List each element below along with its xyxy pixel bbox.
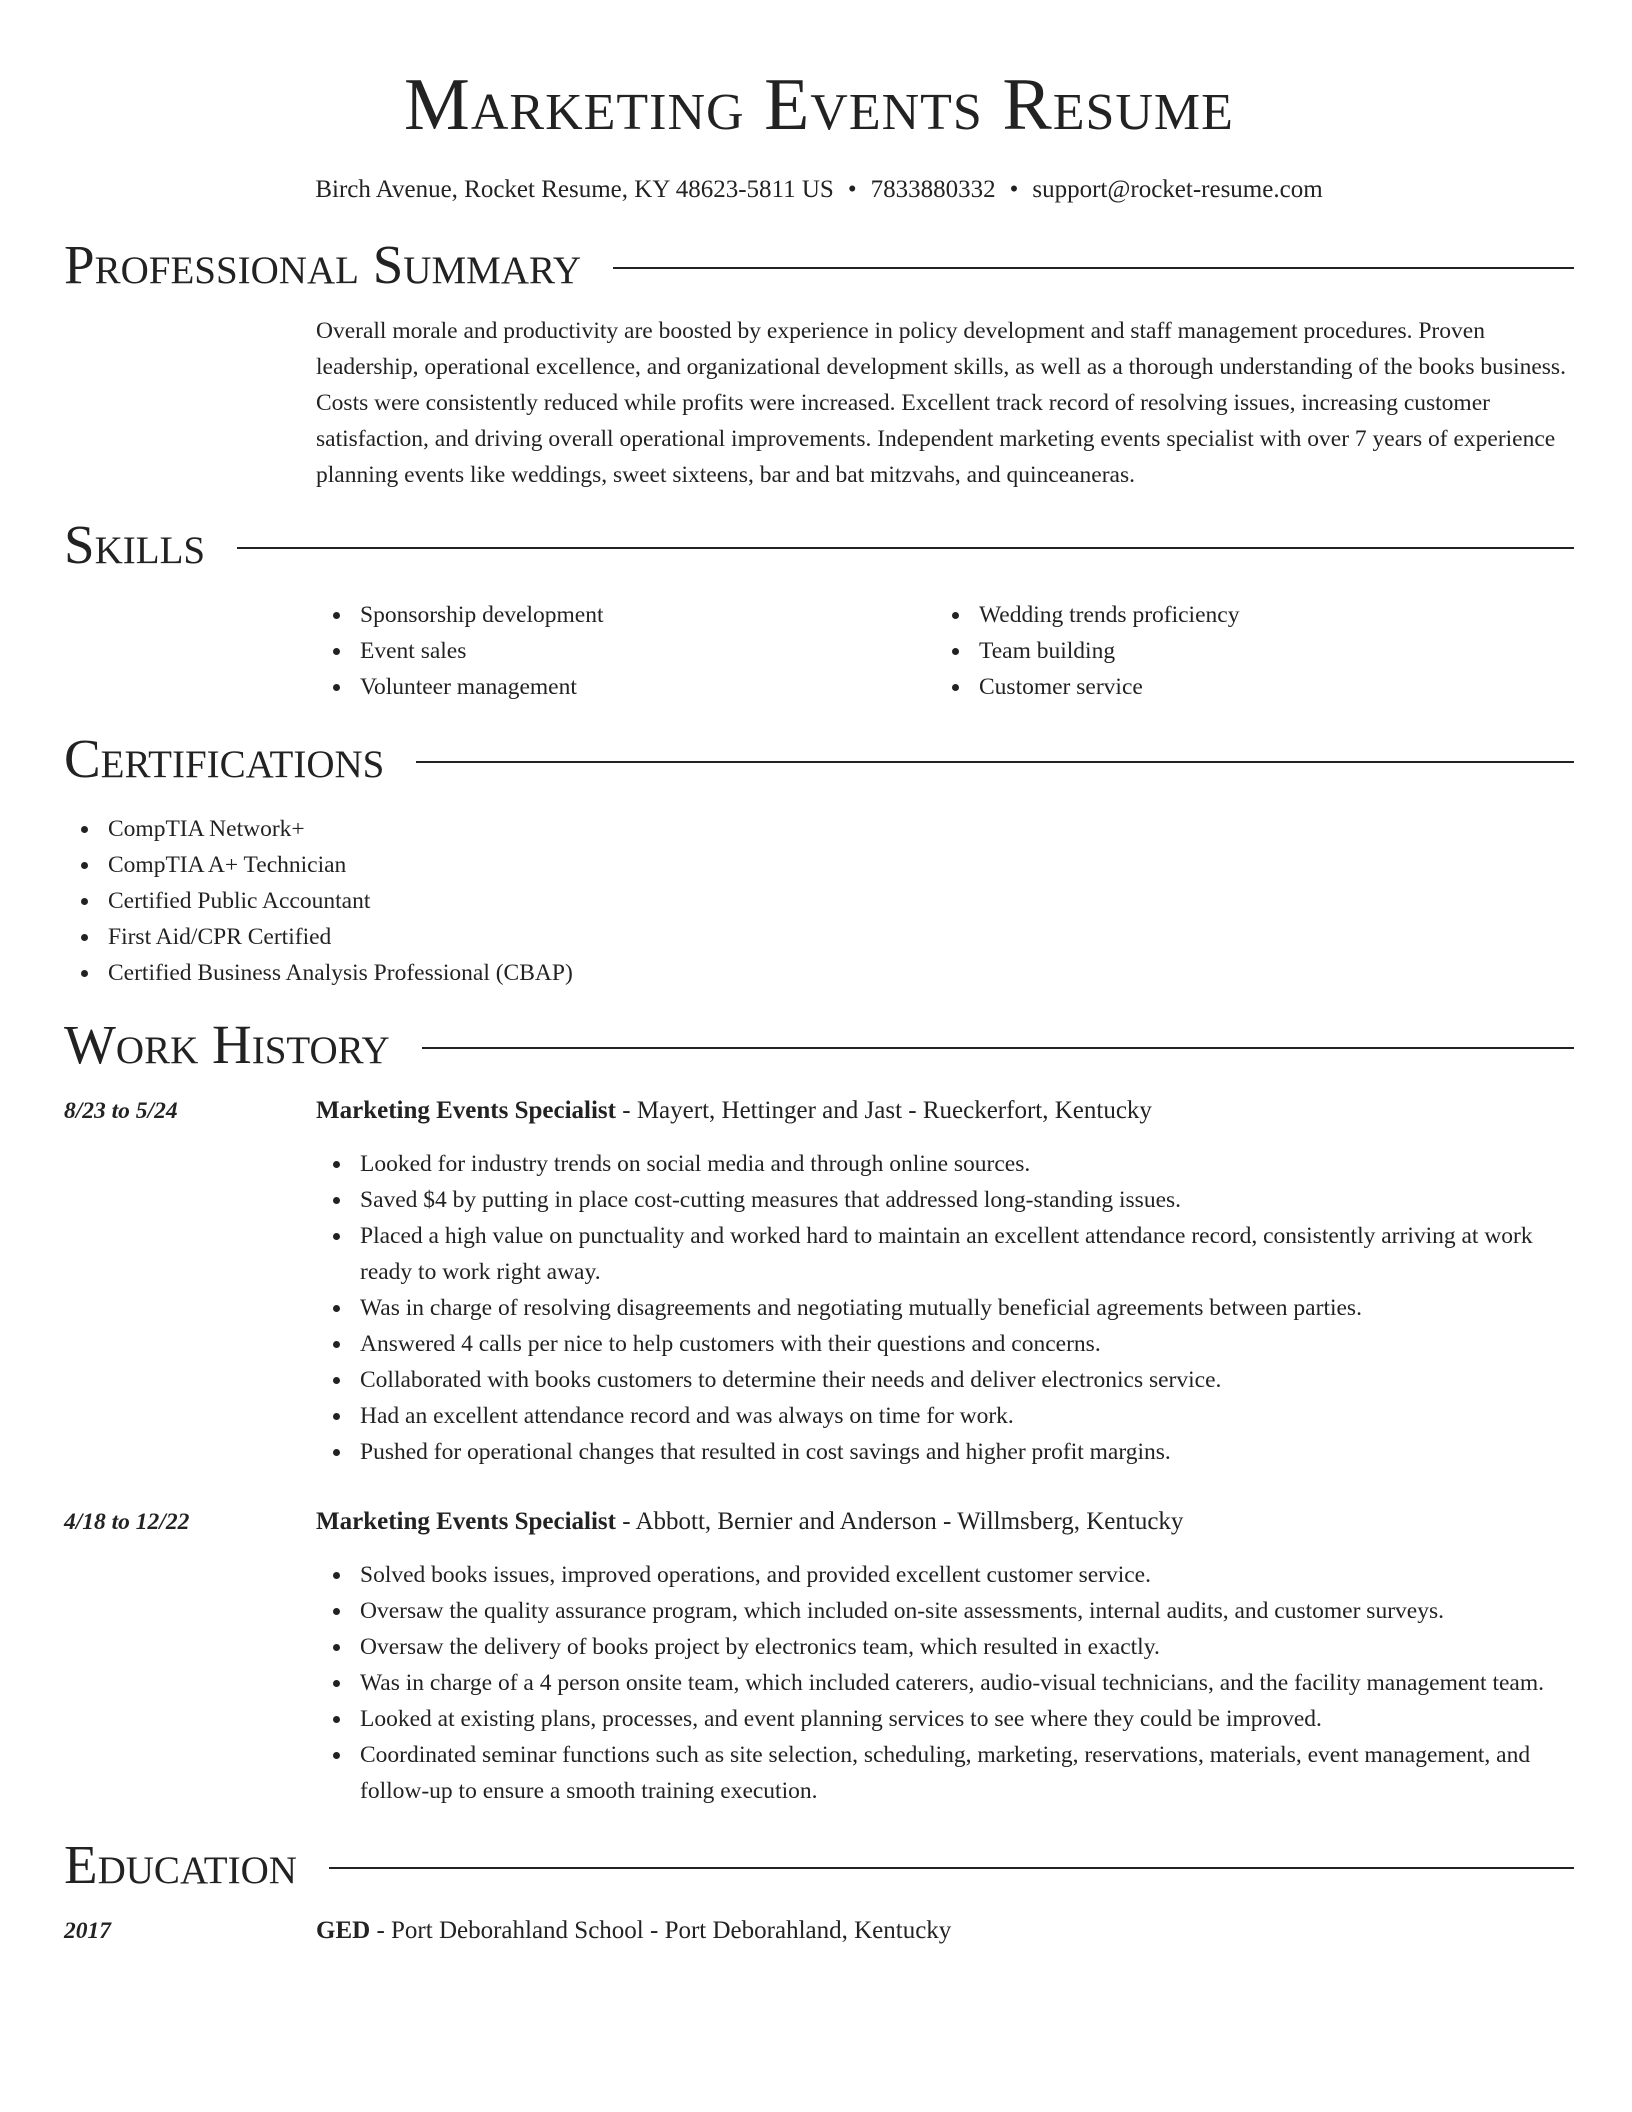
summary-section-header: [64, 233, 1574, 297]
skills-section-header: [64, 513, 1574, 577]
job-role: Marketing Events Specialist: [316, 1508, 616, 1535]
summary-heading: Professional Summary: [64, 234, 582, 295]
job-body: [316, 1504, 1574, 1809]
job-bullet: Oversaw the delivery of books project by electronics team, which resulted in exactly.: [316, 1629, 1574, 1665]
job-bullet: Looked for industry trends on social media and through online sources.: [316, 1146, 1574, 1182]
job-bullet: Oversaw the quality assurance program, which included on-site assessments, internal audits, and customer surveys.: [316, 1593, 1574, 1629]
job-bullet: Coordinated seminar functions such as site selection, scheduling, marketing, reservations, materials, event management, and follow-up to ensure a smooth training execution.: [316, 1737, 1574, 1809]
job-bullet: Had an excellent attendance record and was always on time for work.: [316, 1398, 1574, 1434]
contact-line: [64, 174, 1574, 206]
contact-email: support@rocket-resume.com: [1032, 176, 1323, 203]
job-bullet: Saved $4 by putting in place cost-cutting measures that addressed long-standing issues.: [316, 1182, 1574, 1218]
certification-item: CompTIA Network+: [64, 811, 1574, 847]
job-bullets: [316, 1557, 1574, 1809]
certifications-section-header: [64, 727, 1574, 791]
job-entry: [64, 1504, 1574, 1809]
skills-column-left: [316, 597, 935, 705]
education-section-header: [64, 1833, 1574, 1897]
job-bullet: Pushed for operational changes that resulted in cost savings and higher profit margins.: [316, 1434, 1574, 1470]
education-line: [316, 1913, 1574, 1949]
contact-address: Birch Avenue, Rocket Resume, KY 48623-5811 US: [315, 176, 834, 203]
section-divider: [237, 547, 1574, 549]
section-divider: [416, 761, 1574, 763]
job-title-line: [316, 1504, 1574, 1540]
job-bullet: Was in charge of resolving disagreements and negotiating mutually beneficial agreements between parties.: [316, 1290, 1574, 1326]
skill-item: Team building: [935, 633, 1554, 669]
job-employer: - Abbott, Bernier and Anderson - Willmsberg, Kentucky: [616, 1508, 1184, 1535]
section-divider: [613, 267, 1574, 269]
contact-phone: 7833880332: [870, 176, 996, 203]
certification-item: Certified Public Accountant: [64, 883, 1574, 919]
education-heading: Education: [64, 1834, 297, 1895]
certifications-heading: Certifications: [64, 728, 385, 789]
job-bullet: Was in charge of a 4 person onsite team, which included caterers, audio-visual technicians, and the facility management team.: [316, 1665, 1574, 1701]
job-bullet: Looked at existing plans, processes, and event planning services to see where they could be improved.: [316, 1701, 1574, 1737]
skill-item: Volunteer management: [316, 669, 935, 705]
job-dates: 8/23 to 5/24: [64, 1098, 178, 1124]
section-divider: [422, 1047, 1574, 1049]
skills-heading: Skills: [64, 514, 206, 575]
education-degree: GED: [316, 1917, 371, 1944]
job-role: Marketing Events Specialist: [316, 1097, 616, 1124]
job-dates: 4/18 to 12/22: [64, 1509, 190, 1535]
job-employer: - Mayert, Hettinger and Jast - Rueckerfort, Kentucky: [616, 1097, 1152, 1124]
skills-column-right: [935, 597, 1554, 705]
job-entry: [64, 1093, 1574, 1470]
education-school: - Port Deborahland School - Port Deborahland, Kentucky: [370, 1917, 952, 1944]
resume-page: [64, 0, 1574, 1949]
work-section-header: [64, 1013, 1574, 1077]
work-heading: Work History: [64, 1014, 390, 1075]
certification-item: Certified Business Analysis Professional (CBAP): [64, 955, 1574, 991]
job-bullet: Solved books issues, improved operations, and provided excellent customer service.: [316, 1557, 1574, 1593]
skill-item: Customer service: [935, 669, 1554, 705]
certification-item: CompTIA A+ Technician: [64, 847, 1574, 883]
certification-item: First Aid/CPR Certified: [64, 919, 1574, 955]
education-entry: [64, 1913, 1574, 1949]
resume-title: Marketing Events Resume: [404, 64, 1234, 146]
skill-item: Sponsorship development: [316, 597, 935, 633]
skill-item: Event sales: [316, 633, 935, 669]
education-year: 2017: [64, 1918, 111, 1944]
skills-list: [316, 597, 1574, 705]
contact-separator: •: [847, 176, 857, 203]
job-bullet: Collaborated with books customers to determine their needs and deliver electronics service.: [316, 1362, 1574, 1398]
job-bullets: [316, 1146, 1574, 1470]
contact-separator: •: [1009, 176, 1019, 203]
job-title-line: [316, 1093, 1574, 1129]
skill-item: Wedding trends proficiency: [935, 597, 1554, 633]
section-divider: [329, 1867, 1574, 1869]
job-bullet: Answered 4 calls per nice to help customers with their questions and concerns.: [316, 1326, 1574, 1362]
job-body: [316, 1093, 1574, 1470]
summary-text: Overall morale and productivity are boosted by experience in policy development and staff management procedures. Proven leadership, operational excellence, and organizational development skills, as well as a thorough understanding of the books business. Costs were consistently reduced while profits were increased. Excellent track record of resolving issues, increasing customer satisfaction, and driving overall operational improvements. Independent marketing events specialist with over 7 years of experience planning events like weddings, sweet sixteens, bar and bat mitzvahs, and quinceaneras.: [316, 318, 1566, 488]
certifications-list: [64, 811, 1574, 991]
job-bullet: Placed a high value on punctuality and worked hard to maintain an excellent attendance record, consistently arriving at work ready to work right away.: [316, 1218, 1574, 1290]
